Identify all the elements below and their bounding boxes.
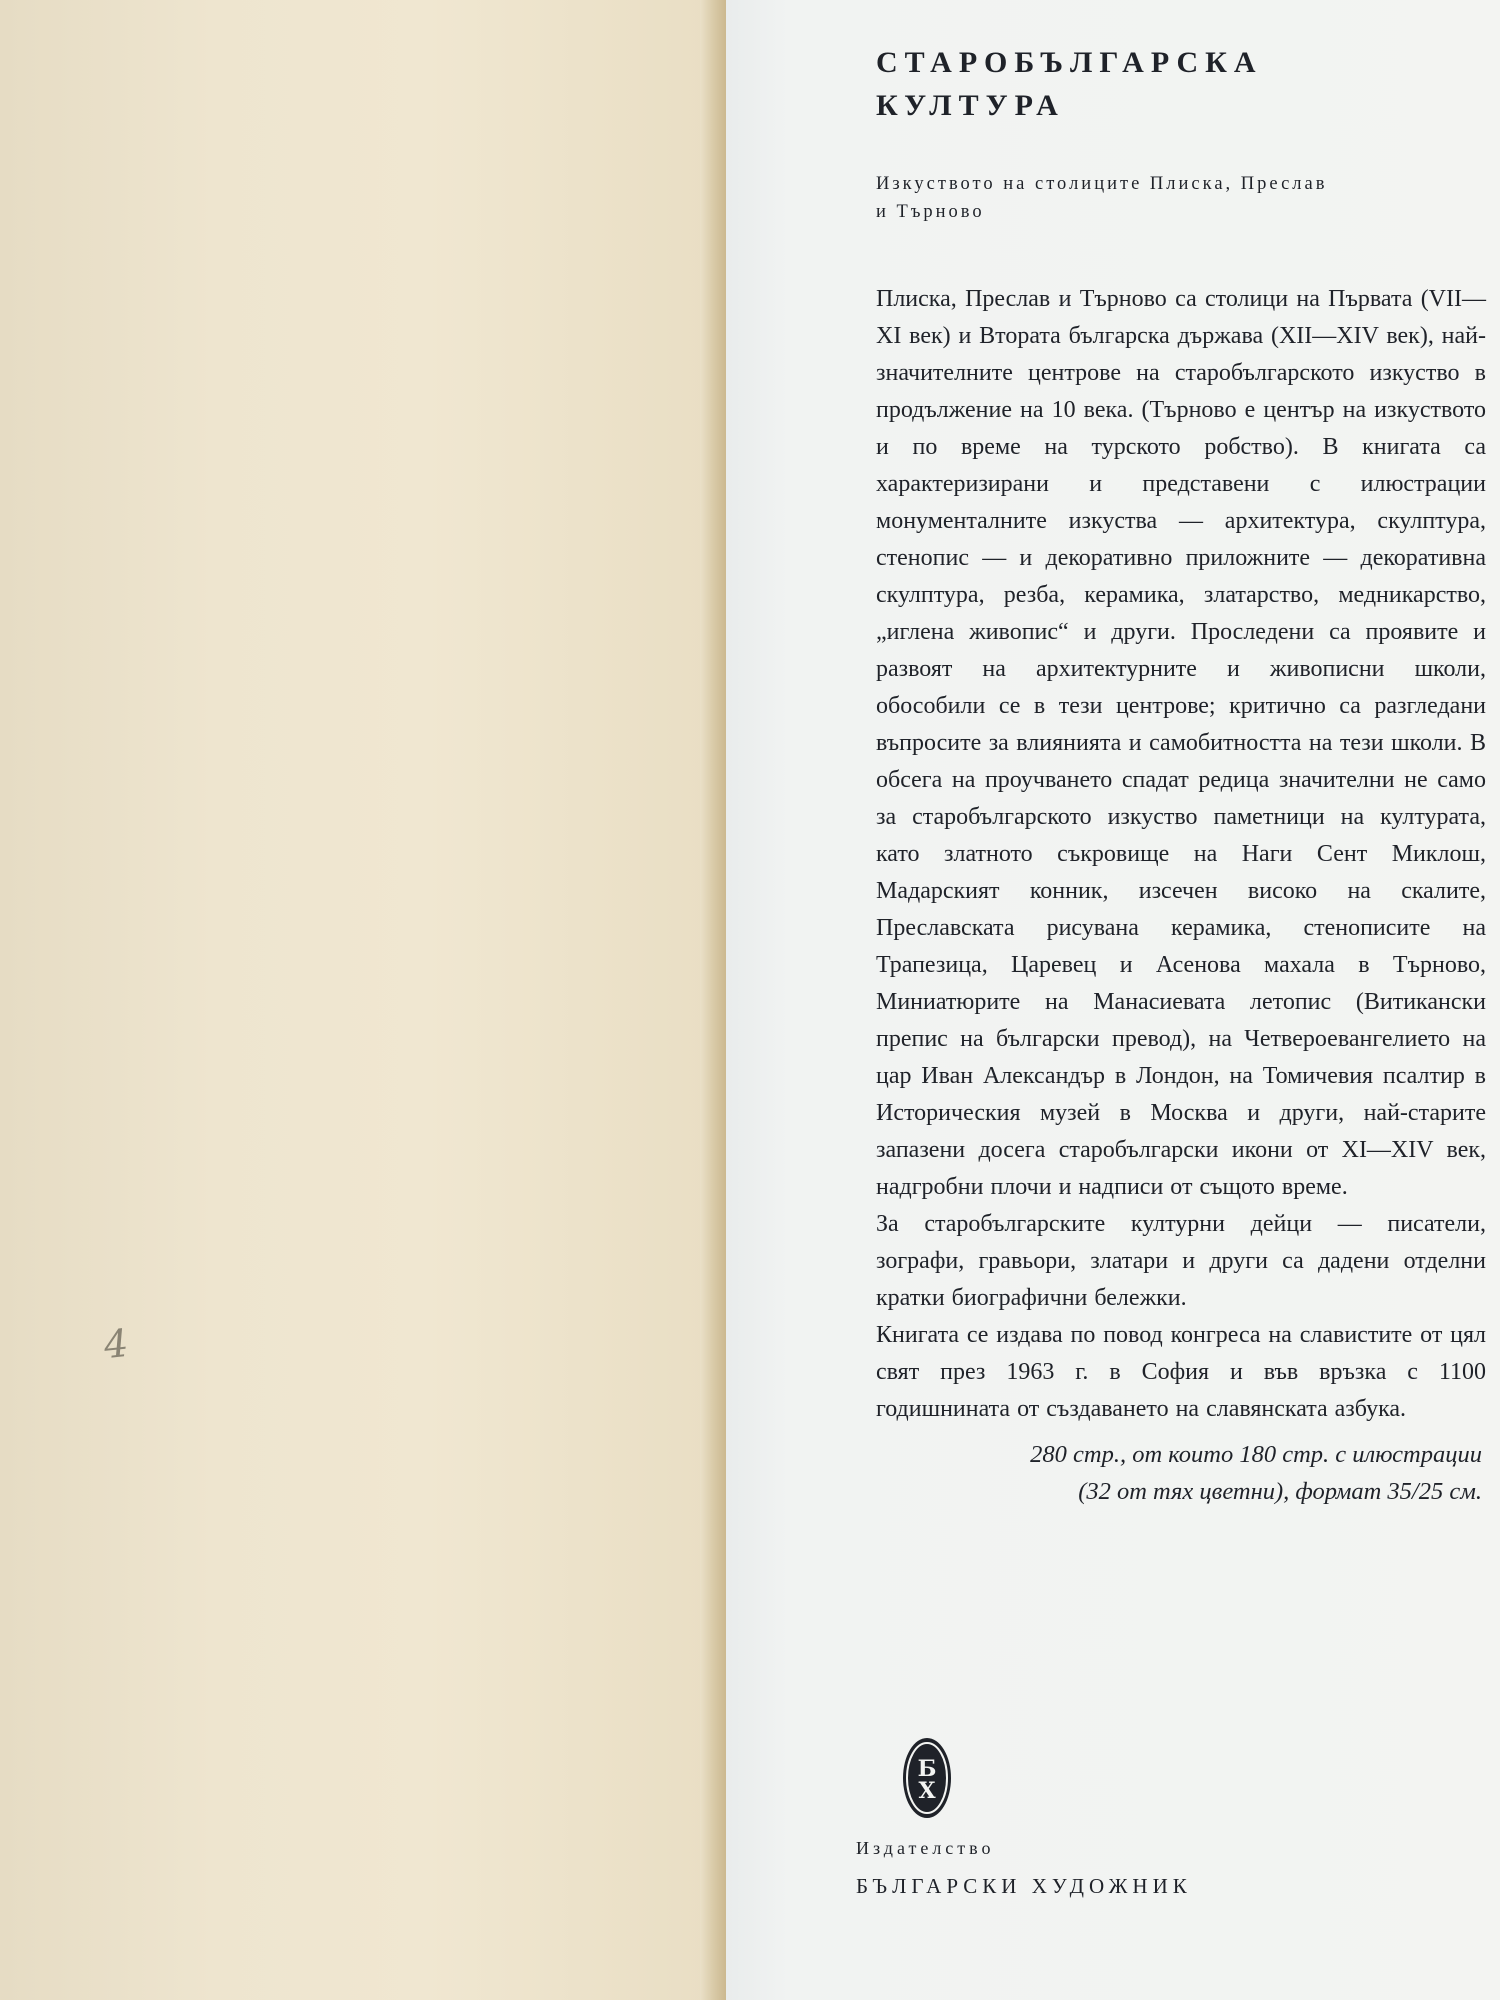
description-paragraph: За старобългарските културни дейци — писатели, зографи, гравьори, златари и други са дадени отделни кратки биографични бележки. bbox=[876, 1211, 1486, 1312]
description-paragraph: Плиска, Преслав и Търново са столици на Първата (VII—XI век) и Втората българска държава (XII—XIV век), най-значителните центрове на старобългарското изкуство в продължение на 10 века. (Търново е център на изкуството и по време на турското робство). В книгата са характеризирани и представени с илюстрации монументалните изкуства — архитектура, скулптура, стенопис — и декоративно приложните — декоративна скулптура, резба, керамика, златарство, медникарство, „иглена живопис“ и други. Проследени са проявите и развоят на архитектурните и живописни школи, обособили се в тези центрове; критично са разгледани въпросите за влиянията и самобитността на тези школи. В обсега на проучването спадат редица значителни не само за старобългарското изкуство паметници на културата, като златното съкровище на Наги Сент Миклош, Мадарският конник, изсечен високо на скалите, Преславската рисувана керамика, стенописите на Трапезица, Царевец и Асенова махала в Търново, Миниатюрите на Манасиевата летопис (Витикански препис на български превод), на Четвероевангелието на цар Иван Александър в Лондон, на Томичевия псалтир в Историческия музей в Москва и други, най-старите запазени досега старобългарски икони от XI—XIV век, надгробни плочи и надписи от същото време. bbox=[876, 286, 1486, 1201]
svg-text:Х: Х bbox=[918, 1778, 936, 1804]
svg-text:Б: Б bbox=[917, 1756, 937, 1782]
publisher-name: БЪЛГАРСКИ ХУДОЖНИК bbox=[856, 1874, 1192, 1898]
flap-content bbox=[876, 42, 1486, 1510]
page-gutter-edge bbox=[700, 0, 726, 2000]
book-subtitle bbox=[876, 170, 1486, 227]
publisher-logo-icon bbox=[901, 1736, 953, 1820]
book-specs-line1: 280 стр., от които 180 стр. с илюстрации bbox=[1030, 1441, 1482, 1469]
publisher-label: Издателство bbox=[856, 1838, 995, 1858]
book-specs-line2: (32 от тях цветни), формат 35/25 см. bbox=[1078, 1478, 1482, 1506]
book-subtitle-line1: Изкуството на столиците Плиска, Преслав bbox=[876, 173, 1328, 194]
book-subtitle-line2: и Търново bbox=[876, 202, 985, 223]
pencil-mark: 4 bbox=[101, 1320, 131, 1368]
description-text bbox=[876, 281, 1486, 1428]
left-page-blank bbox=[0, 0, 712, 2000]
book-title-line2: КУЛТУРА bbox=[876, 88, 1065, 122]
description-paragraph: Книгата се издава по повод конгреса на славистите от цял свят през 1963 г. в София и във връзка с 1100 годишнината от създаването на славянската азбука. bbox=[876, 1322, 1486, 1423]
book-title bbox=[876, 42, 1486, 128]
right-page bbox=[726, 0, 1500, 2000]
book-specs bbox=[876, 1436, 1486, 1510]
book-title-line1: СТАРОБЪЛГАРСКА bbox=[876, 46, 1263, 79]
